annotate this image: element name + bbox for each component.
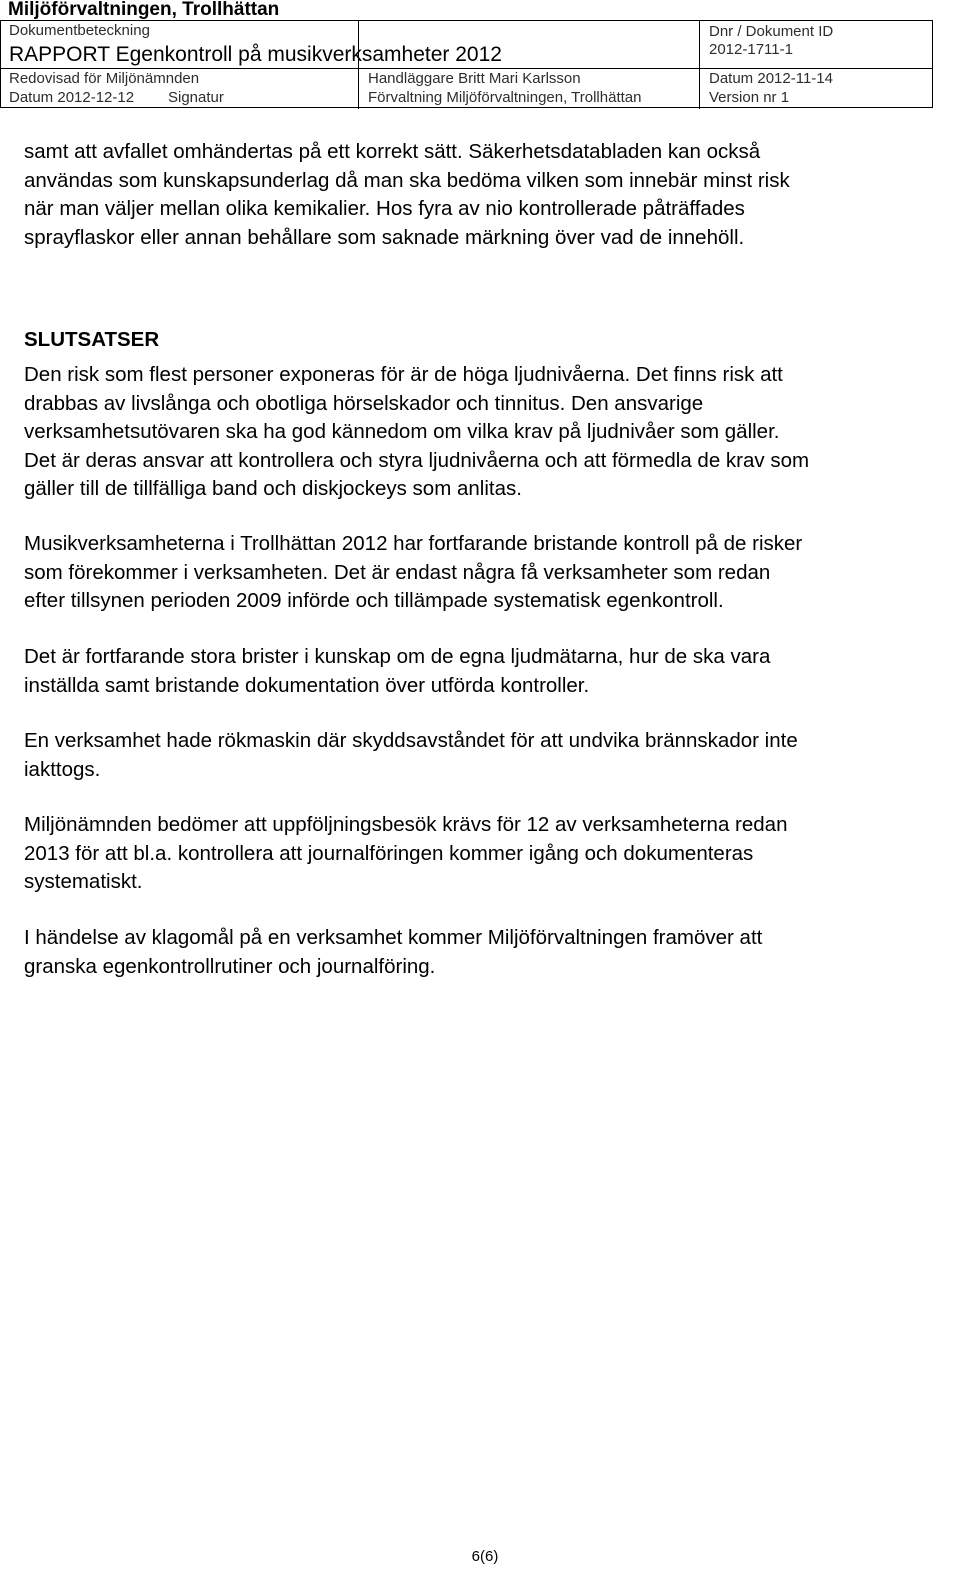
text-line: när man väljer mellan olika kemikalier. Hos fyra av nio kontrollerade påträffades (24, 197, 745, 220)
document-header-table (0, 20, 933, 108)
header-divider (699, 21, 700, 109)
text-line: systematiskt. (24, 870, 143, 893)
handler: Handläggare Britt Mari Karlsson (368, 70, 581, 87)
conclusion-paragraph-5 (24, 811, 944, 897)
conclusion-paragraph-4 (24, 727, 944, 784)
text-line: Den risk som flest personer exponeras för är de höga ljudnivåerna. Det finns risk att (24, 363, 783, 386)
text-line: 2013 för att bl.a. kontrollera att journalföringen kommer igång och dokumenteras (24, 841, 754, 865)
signature-label: Signatur (168, 89, 224, 106)
version: Version nr 1 (709, 89, 790, 106)
text-line: I händelse av klagomål på en verksamhet kommer Miljöförvaltningen framöver att (24, 926, 763, 949)
text-line: Det är fortfarande stora brister i kunskap om de egna ljudmätarna, hur de ska vara (24, 645, 771, 668)
conclusion-paragraph-3 (24, 643, 944, 700)
page-number: 6(6) (471, 1548, 499, 1565)
text-line: Det är deras ansvar att kontrollera och styra ljudnivåerna och att förmedla de krav som (24, 448, 810, 472)
doc-title: RAPPORT Egenkontroll på musikverksamheter 2012 (9, 43, 502, 66)
conclusion-paragraph-1 (24, 361, 944, 504)
date-right: Datum 2012-11-14 (709, 70, 833, 87)
reported-for: Redovisad för Miljönämnden (9, 70, 200, 87)
text-line: efter tillsynen perioden 2009 införde och tillämpade systematisk egenkontroll. (24, 589, 724, 612)
conclusion-paragraph-6 (24, 924, 944, 981)
dnr-value: 2012-1711-1 (709, 41, 793, 58)
text-line: iakttogs. (24, 757, 101, 781)
text-line: inställda samt bristande dokumentation över utförda kontroller. (24, 673, 590, 697)
text-line: som förekommer i verksamheten. Det är endast några få verksamheter som redan (24, 560, 771, 584)
intro-paragraph (24, 138, 944, 252)
text-line: samt att avfallet omhändertas på ett korrekt sätt. Säkerhetsdatabladen kan också (24, 140, 761, 163)
conclusion-paragraph-2 (24, 530, 944, 616)
text-line: drabbas av livslånga och obotliga hörselskador och tinnitus. Den ansvarige (24, 391, 704, 415)
text-line: verksamhetsutövaren ska ha god kännedom om vilka krav på ljudnivåer som gäller. (24, 420, 780, 443)
text-line: användas som kunskapsunderlag då man ska bedöma vilken som innebär minst risk (24, 168, 790, 192)
text-line: sprayflaskor eller annan behållare som saknade märkning över vad de innehöll. (24, 225, 745, 249)
text-line: En verksamhet hade rökmaskin där skyddsavståndet för att undvika brännskador inte (24, 729, 798, 752)
section-heading: SLUTSATSER (24, 328, 160, 351)
doc-label: Dokumentbeteckning (9, 22, 150, 39)
date-left: Datum 2012-12-12 (9, 89, 135, 106)
text-line: Musikverksamheterna i Trollhättan 2012 har fortfarande bristande kontroll på de risker (24, 532, 803, 555)
organization-name: Miljöförvaltningen, Trollhättan (8, 0, 280, 20)
text-line: Miljönämnden bedömer att uppföljningsbesök krävs för 12 av verksamheterna redan (24, 813, 788, 836)
department: Förvaltning Miljöförvaltningen, Trollhättan (368, 89, 642, 106)
dnr-label: Dnr / Dokument ID (709, 23, 834, 40)
text-line: granska egenkontrollrutiner och journalföring. (24, 954, 436, 978)
text-line: gäller till de tillfälliga band och diskjockeys som anlitas. (24, 477, 522, 500)
